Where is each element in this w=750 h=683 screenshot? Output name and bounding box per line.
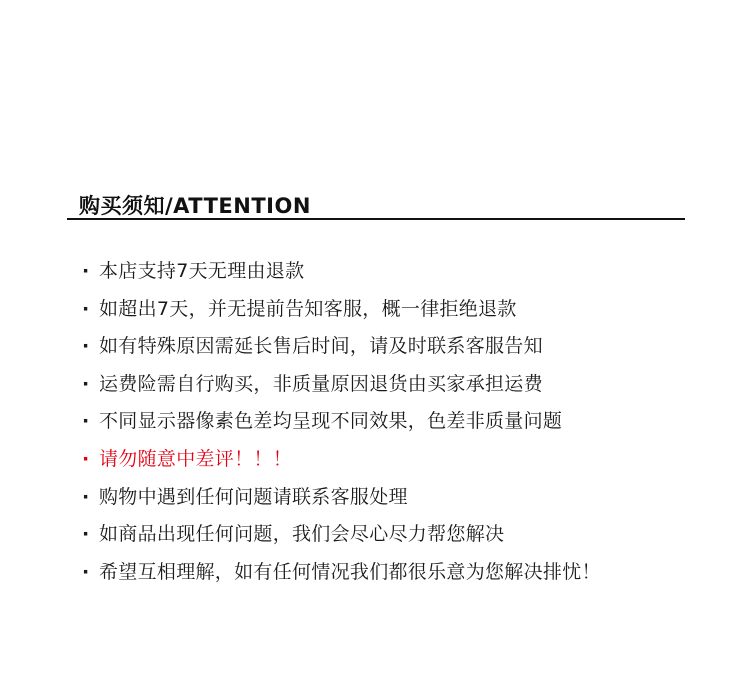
bullet: · [82,410,90,433]
bullet: · [82,372,90,395]
bullet: · [82,485,90,508]
list-item [82,369,601,407]
title-divider [67,218,685,220]
bullet: · [82,560,90,583]
list-item [82,331,601,369]
list-item [82,406,601,444]
list-item [82,557,601,595]
list-item-text: 如商品出现任何问题，我们会尽心尽力帮您解决 [99,523,505,546]
list-item-text: 本店支持7天无理由退款 [99,260,305,282]
list-item [82,482,601,520]
bullet: · [82,260,90,282]
warning-text: 请勿随意中差评！！！ [99,447,293,470]
bullet: · [82,447,90,470]
bullet: · [82,335,90,358]
list-item [82,519,601,557]
list-item-text: 购物中遇到任何问题请联系客服处理 [99,485,408,508]
list-item-text: 不同显示器像素色差均呈现不同效果，色差非质量问题 [99,410,563,433]
list-item-text: 希望互相理解，如有任何情况我们都很乐意为您解决排忧！ [99,560,601,583]
list-item [82,256,601,294]
warning-list-item [82,444,601,482]
section-title: 购买须知/ATTENTION [79,194,311,218]
bullet: · [82,297,90,320]
list-item-text: 运费险需自行购买，非质量原因退货由买家承担运费 [99,372,543,395]
list-item [82,294,601,332]
notice-list [82,256,601,594]
bullet: · [82,523,90,546]
list-item-text: 如超出7天，并无提前告知客服，概一律拒绝退款 [99,297,517,320]
list-item-text: 如有特殊原因需延长售后时间，请及时联系客服告知 [99,335,543,358]
